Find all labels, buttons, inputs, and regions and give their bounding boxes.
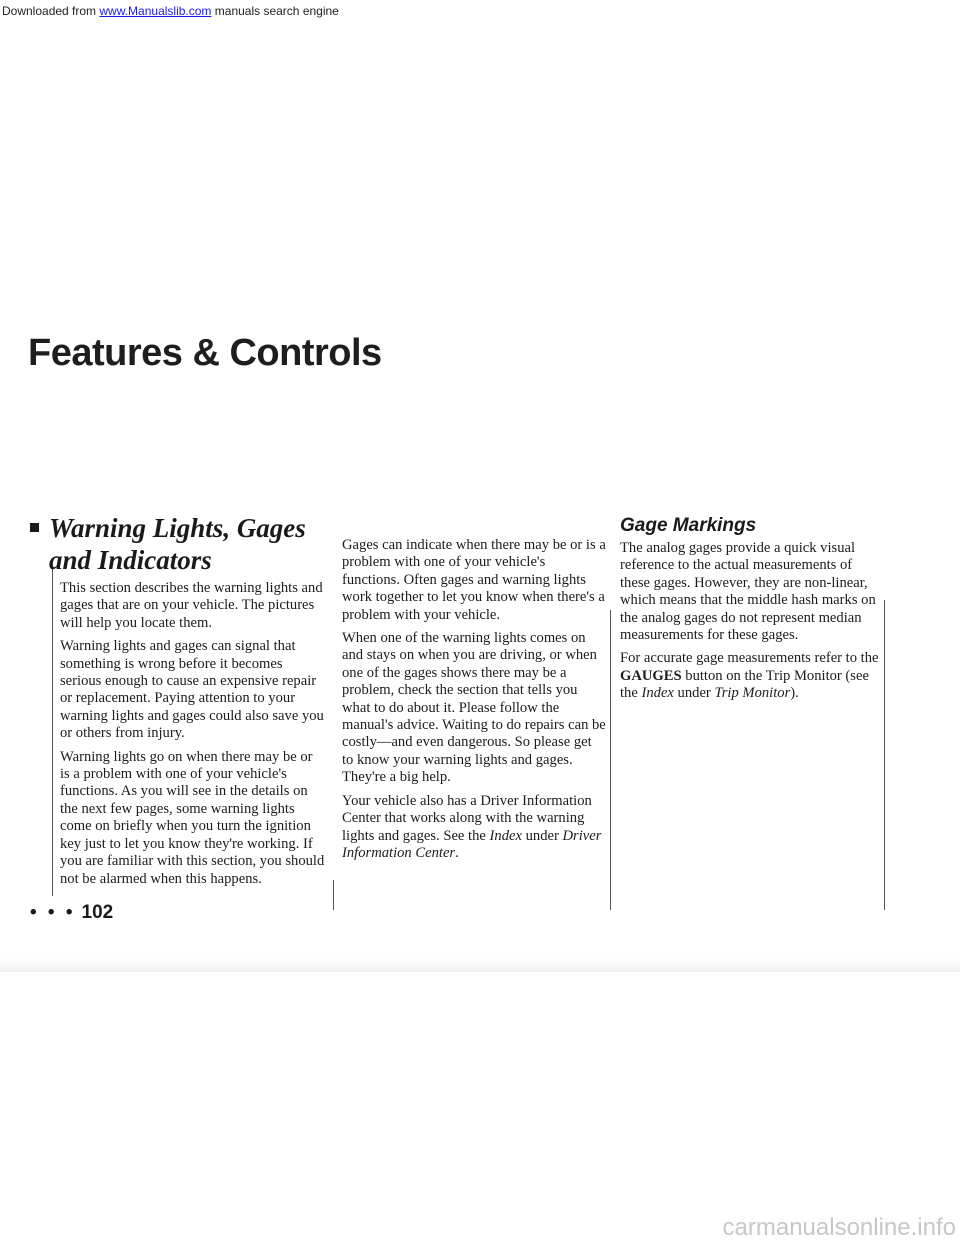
right-paragraph-2 [620,650,884,702]
page-number-value: 102 [81,902,114,923]
section-title: Features & Controls [28,332,382,374]
gauges-text-2: button on the Trip Monitor (see the [620,667,869,702]
page-number [30,902,113,924]
gauges-text-1: For accurate gage measurements refer to the [620,650,879,667]
right-paragraph-1: The analog gages provide a quick visual reference to the actual measurements of these gages. However, they are non-linear, which means that the middle hash marks on the analog gages do not represent median measurements for these gages. [620,540,876,644]
left-paragraph-3: Warning lights go on when there may be or is a problem with one of your vehicle's functions. As you will see in the details on the next few pages, some warning lights come on briefly when you turn the ignition key just to let you know they're working. If you are familiar with this section, you should not be alarmed when this happens. [60,748,325,887]
middle-paragraph-3 [342,793,606,863]
gage-markings-heading: Gage Markings [620,515,757,536]
middle-column [342,537,606,868]
download-prefix: Downloaded from [2,4,100,18]
gauges-button-ref: GAUGES [620,667,682,684]
dic-index-ref: Index [489,827,522,844]
warning-lights-heading: Warning Lights, Gages and Indicators [49,513,306,575]
column-rule-right-inner [610,610,611,910]
column-rule-left [52,566,53,896]
left-paragraph-1: This section describes the warning lights and gages that are on your vehicle. The pictures will help you locate them. [60,580,323,631]
site-watermark: carmanualsonline.info [722,1214,956,1241]
right-column [620,514,884,709]
gauges-end: ). [790,685,799,702]
middle-paragraph-1: Gages can indicate when there may be or is a problem with one of your vehicle's functions. Often gages and warning lights work together to let you know when there's a problem with your vehicle. [342,537,606,623]
dic-ref: Driver Information Center [342,827,602,861]
download-notice [0,0,960,22]
column-rule-middle [333,880,334,910]
trip-monitor-ref: Trip Monitor [714,685,791,702]
dic-text-2: under [521,827,563,844]
warning-lights-heading-row [49,512,325,580]
gauges-index-ref: Index [641,685,674,702]
square-bullet-icon [30,523,39,532]
page-bottom-edge [0,958,960,972]
column-rule-right-outer [884,600,885,910]
left-paragraph-2: Warning lights and gages can signal that something is wrong before it becomes serious enough to cause an expensive repair or replacement. Paying attention to your warning lights and gages could also save you or others from injury. [60,638,324,742]
dic-text-1: Your vehicle also has a Driver Information Center that works along with the warning lights and gages. See the [342,792,592,844]
middle-paragraph-2: When one of the warning lights comes on and stays on when you are driving, or when one of the gages shows there may be a problem, check the section that tells you what to do about it. Please follow the manual's advice. Waiting to do repairs can be costly—and even dangerous. So please get to know your warning lights and gages. They're a big help. [342,630,606,786]
gauges-text-3: under [673,685,715,702]
dic-end: . [455,844,459,861]
left-column [49,512,325,894]
page-number-dots: • • • [30,902,76,923]
download-suffix: manuals search engine [211,4,339,18]
manualslib-link[interactable]: www.Manualslib.com [99,4,212,18]
